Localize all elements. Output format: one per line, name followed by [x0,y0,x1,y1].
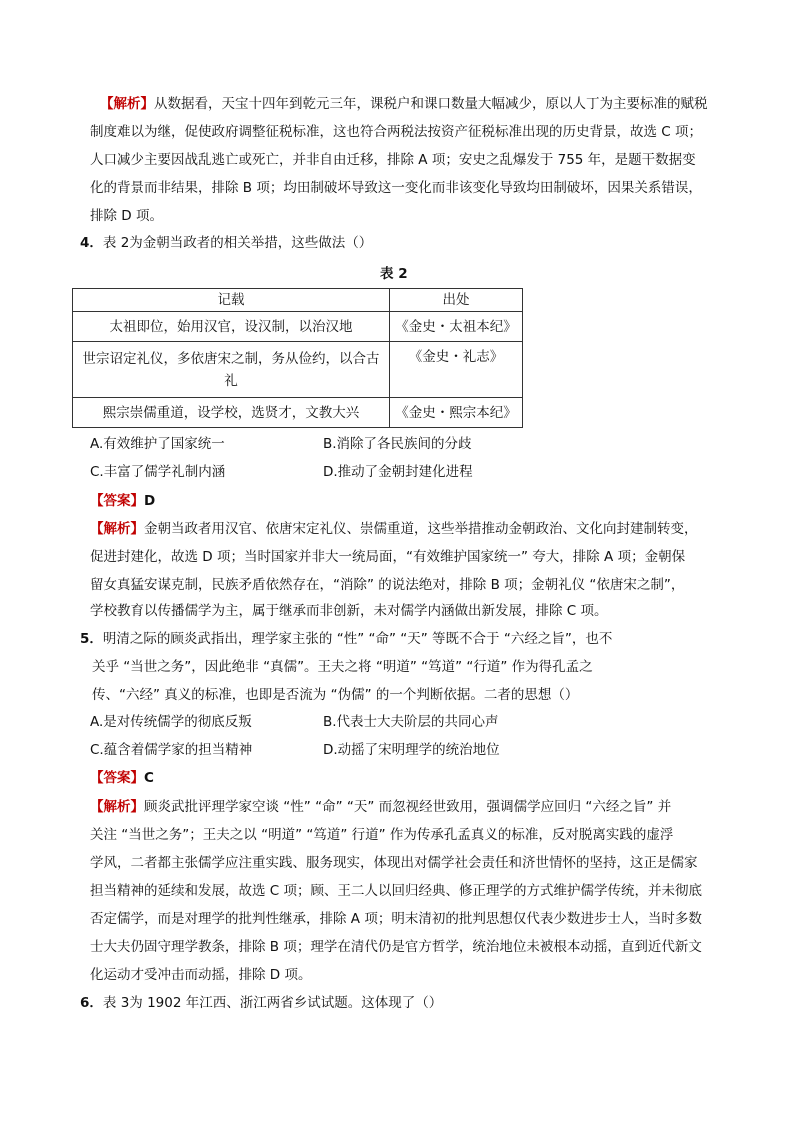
question-number: 4． [80,235,103,251]
question-6-stem: 6．表 3为 1902 年江西、浙江两省乡试试题。这体现了（） [80,995,443,1011]
question-5-stem-line: 关乎 “当世之务”，因此绝非 “真儒”。王夫之将 “明道” “笃道” “行道” 作为得孔孟之 [92,659,593,675]
table-header-cell: 出处 [390,289,523,312]
option-c: C.蕴含着儒学家的担当精神 [90,742,253,758]
option-d: D.推动了金朝封建化进程 [323,464,473,480]
option-d: D.动摇了宋明理学的统治地位 [323,742,500,758]
analysis-line: 排除 D 项。 [90,208,163,224]
analysis-line: 化运动才受冲击而动摇，排除 D 项。 [90,967,312,983]
table-cell: 《金史・熙宗本纪》 [390,398,523,428]
answer-value: D [144,493,156,509]
analysis-tag: 【解析】 [90,521,144,537]
analysis-line: 【解析】从数据看，天宝十四年到乾元三年，课税户和课口数量大幅减少，原以人丁为主要标准的赋税 [100,96,708,112]
table-header-row [73,289,523,312]
analysis-line: 士大夫仍固守理学教条，排除 B 项；理学在清代仍是官方哲学，统治地位未被根本动摇，直到近代新文 [90,939,702,955]
analysis-line: 留女真猛安谋克制，民族矛盾依然存在，“消除” 的说法绝对，排除 B 项；金朝礼仪 “依唐宋之制”， [90,577,685,593]
option-b: B.消除了各民族间的分歧 [323,436,472,452]
question-number: 6． [80,995,103,1011]
analysis-tag: 【解析】 [100,96,154,112]
answer-line [90,491,155,511]
analysis-tag: 【解析】 [90,799,144,815]
question-4-stem: 4．表 2为金朝当政者的相关举措，这些做法（） [80,235,373,251]
option-a: A.是对传统儒学的彻底反叛 [90,714,252,730]
analysis-line: 促进封建化，故选 D 项；当时国家并非大一统局面，“有效维护国家统一” 夸大，排除 A 项；金朝保 [90,549,686,565]
question-number: 5． [80,631,103,647]
analysis-line: 关注 “当世之务”；王夫之以 “明道” “笃道” 行道” 作为传承孔孟真义的标准，反对脱离实践的虚浮 [90,827,674,843]
record-table [72,288,523,428]
answer-value: C [144,770,154,786]
table-header-cell: 记载 [73,289,390,312]
analysis-line: 化的背景而非结果，排除 B 项；均田制破坏导致这一变化而非该变化导致均田制破坏，因果关系错误， [90,180,702,196]
table-cell: 太祖即位，始用汉官，设汉制，以治汉地 [73,312,390,342]
table-row [73,398,523,428]
option-a: A.有效维护了国家统一 [90,436,225,452]
question-5-stem-line: 传、“六经” 真义的标准，也即是否流为 “伪儒” 的一个判断依据。二者的思想（） [92,687,579,703]
table-row [73,312,523,342]
option-b: B.代表士大夫阶层的共同心声 [323,714,499,730]
analysis-line: 否定儒学，而是对理学的批判性继承，排除 A 项；明末清初的批判思想仅代表少数进步士人，当时多数 [90,911,702,927]
question-5-stem: 5．明清之际的顾炎武指出，理学家主张的 “性” “命” “天” 等既不合于 “六经之旨”，也不 [80,631,613,647]
table-row [73,342,523,398]
answer-tag: 【答案】 [90,770,144,786]
table-cell: 《金史・太祖本纪》 [390,312,523,342]
table-caption: 表 2 [380,266,408,282]
table-cell: 熙宗崇儒重道，设学校，选贤才，文教大兴 [73,398,390,428]
analysis-line: 人口减少主要因战乱逃亡或死亡，并非自由迁移，排除 A 项；安史之乱爆发于 755 年，是题干数据变 [90,152,696,168]
analysis-line: 【解析】顾炎武批评理学家空谈 “性” “命” “天” 而忽视经世致用，强调儒学应回归 “六经之旨” 并 [90,799,672,815]
analysis-line: 担当精神的延续和发展，故选 C 项；顾、王二人以回归经典、修正理学的方式维护儒学传统，并未彻底 [90,883,703,899]
analysis-line: 【解析】金朝当政者用汉官、依唐宋定礼仪、崇儒重道，这些举措推动金朝政治、文化向封建制转变， [90,521,698,537]
analysis-line: 学风，二者都主张儒学应注重实践、服务现实，体现出对儒学社会责任和济世情怀的坚持，这正是儒家 [90,855,698,871]
answer-line [90,768,154,788]
option-c: C.丰富了儒学礼制内涵 [90,464,226,480]
analysis-line: 学校教育以传播儒学为主，属于继承而非创新，未对儒学内涵做出新发展，排除 C 项。 [90,603,608,619]
answer-tag: 【答案】 [90,493,144,509]
table-cell: 世宗诏定礼仪，多依唐宋之制，务从俭约，以合古 礼 [73,342,390,398]
analysis-line: 制度难以为继，促使政府调整征税标准，这也符合两税法按资产征税标准出现的历史背景，故选 C 项； [90,124,703,140]
table-cell: 《金史・礼志》 [390,342,523,398]
